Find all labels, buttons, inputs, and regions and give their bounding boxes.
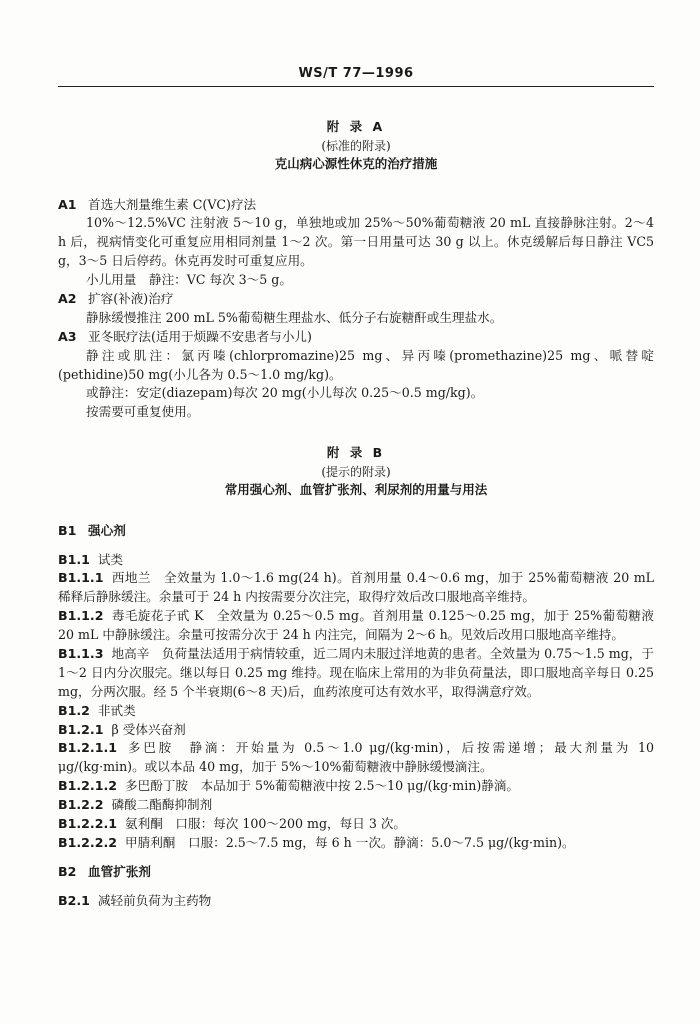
clause-text: 毒毛旋花子甙 K 全效量为 0.25～0.5 mg。首剂用量 0.125～0.25 mg，加于 25%葡萄糖液 20 mL 中静脉缓注。余量可按需分次于 24 h 内注完，间隔为 2～6 h。见效后改用口服地高辛维持。 (58, 608, 654, 643)
clause-b1-2-2-2 (58, 834, 654, 853)
section-number: B1.2.2 (58, 797, 104, 813)
section-b1-2-1-heading (58, 721, 654, 740)
section-number: A1 (58, 196, 77, 212)
a1-paragraph-1: 10%～12.5%VC 注射液 5～10 g，单独地或加 25%～50%葡萄糖液 20 mL 直接静脉注射。2～4 h 后，视病情变化可重复应用相同剂量 1～2 次。第一日用量可达 30 g 以上。休克缓解后每日静注 VC5 g，3～5 日后停药。休克再发时可重复应用。 (58, 215, 654, 269)
section-a3-heading (58, 328, 654, 347)
section-b1-2-heading (58, 702, 654, 721)
section-title: 扩容(补液)治疗 (88, 290, 174, 306)
clause-text: 地高辛 负荷量法适用于病情较重，近二周内未服过洋地黄的患者。全效量为 0.75～1.5 mg，于 1～2 日内分次服完。继以每日 0.25 mg 维持。现在临床上常用的为非负荷量法，即口服地高辛每日 0.25 mg，分两次服。经 5 个半衰期(6～8 天)后，血药浓度可达有效水平，取得满意疗效。 (58, 646, 654, 699)
clause-b1-1-2 (58, 607, 654, 645)
clause-b1-2-2-1 (58, 815, 654, 834)
section-number: A3 (58, 328, 77, 344)
appendix-a-label: 附 录 A (326, 119, 386, 134)
section-title: 减轻前负荷为主药物 (97, 892, 212, 908)
section-b2-heading (58, 863, 654, 882)
section-title: 试类 (97, 551, 124, 567)
clause-text: 氨利酮 口服：每次 100～200 mg，每日 3 次。 (125, 816, 407, 832)
clause-number: B1.1.2 (58, 608, 104, 624)
clause-b1-2-1-2 (58, 777, 654, 796)
appendix-b-label: 附 录 B (326, 445, 386, 461)
section-title: 亚冬眠疗法(适用于烦躁不安患者与小儿) (88, 328, 312, 344)
section-title: 非甙类 (97, 702, 136, 718)
section-title: 首选大剂量维生素 C(VC)疗法 (88, 196, 257, 212)
section-a1-heading (58, 196, 654, 215)
a3-paragraph-2: 或静注：安定(diazepam)每次 20 mg(小儿每次 0.25～0.5 mg/kg)。 (86, 385, 484, 401)
section-b1-2-2-heading (58, 796, 654, 815)
section-b2-1-heading (58, 892, 654, 911)
a2-paragraph-1: 静脉缓慢推注 200 mL 5%葡萄糖生理盐水、低分子右旋糖酐或生理盐水。 (86, 309, 503, 325)
standard-number-header: WS/T 77—1996 (298, 66, 414, 81)
section-a2-heading (58, 290, 654, 309)
section-number: A2 (58, 290, 77, 306)
section-number: B1.1 (58, 551, 90, 567)
section-title: 磷酸二酯酶抑制剂 (111, 797, 213, 813)
a3-paragraph-1: 静注或肌注：氯丙嗪(chlorpromazine)25 mg、异丙嗪(promethazine)25 mg、哌替啶(pethidine)50 mg(小儿各为 0.5～1.0 mg/kg)。 (58, 347, 654, 382)
clause-number: B1.2.2.1 (58, 816, 118, 832)
clause-b1-1-3 (58, 645, 654, 702)
section-b1-1-heading (58, 551, 654, 570)
clause-text: 甲腈利酮 口服：2.5～7.5 mg，每 6 h 一次。静滴：5.0～7.5 μg/(kg·min)。 (125, 834, 575, 850)
document-body (58, 118, 654, 911)
appendix-b-note: (提示的附录) (321, 464, 391, 479)
a1-paragraph-2: 小儿用量 静注：VC 每次 3～5 g。 (86, 272, 292, 288)
clause-text: 多巴胺 静滴：开始量为 0.5～1.0 μg/(kg·min)，后按需递增；最大剂量为 10 μg/(kg·min)。或以本品 40 mg，加于 5%～10%葡萄糖液中静脉缓慢滴注。 (58, 740, 654, 775)
appendix-a-title: 克山病心源性休克的治疗措施 (274, 155, 438, 171)
header-rule (58, 86, 654, 87)
section-number: B2.1 (58, 892, 90, 908)
section-number: B2 (58, 863, 77, 879)
appendix-b-title: 常用强心剂、血管扩张剂、利尿剂的用量与用法 (224, 481, 488, 497)
appendix-a-note: (标准的附录) (321, 138, 391, 153)
clause-text: 多巴酚丁胺 本品加于 5%葡萄糖液中按 2.5～10 μg/(kg·min)静滴。 (125, 778, 520, 794)
section-title: 血管扩张剂 (88, 863, 151, 879)
section-title: 强心剂 (88, 522, 126, 538)
clause-b1-1-1 (58, 569, 654, 607)
section-title: β 受体兴奋剂 (111, 721, 186, 737)
a3-paragraph-3: 按需要可重复使用。 (86, 404, 200, 420)
clause-number: B1.2.1.1 (58, 740, 118, 756)
clause-number: B1.2.2.2 (58, 834, 118, 850)
clause-number: B1.1.3 (58, 646, 104, 662)
clause-number: B1.1.1 (58, 570, 104, 586)
section-number: B1.2.1 (58, 721, 104, 737)
clause-text: 西地兰 全效量为 1.0～1.6 mg(24 h)。首剂用量 0.4～0.6 mg，加于 25%葡萄糖液 20 mL 稀释后静脉缓注。余量可于 24 h 内按需要分次注完，取得疗效后改口服地高辛维持。 (58, 570, 654, 605)
clause-number: B1.2.1.2 (58, 778, 118, 794)
section-b1-heading (58, 522, 654, 541)
section-number: B1 (58, 522, 77, 538)
clause-b1-2-1-1 (58, 739, 654, 777)
section-number: B1.2 (58, 702, 90, 718)
